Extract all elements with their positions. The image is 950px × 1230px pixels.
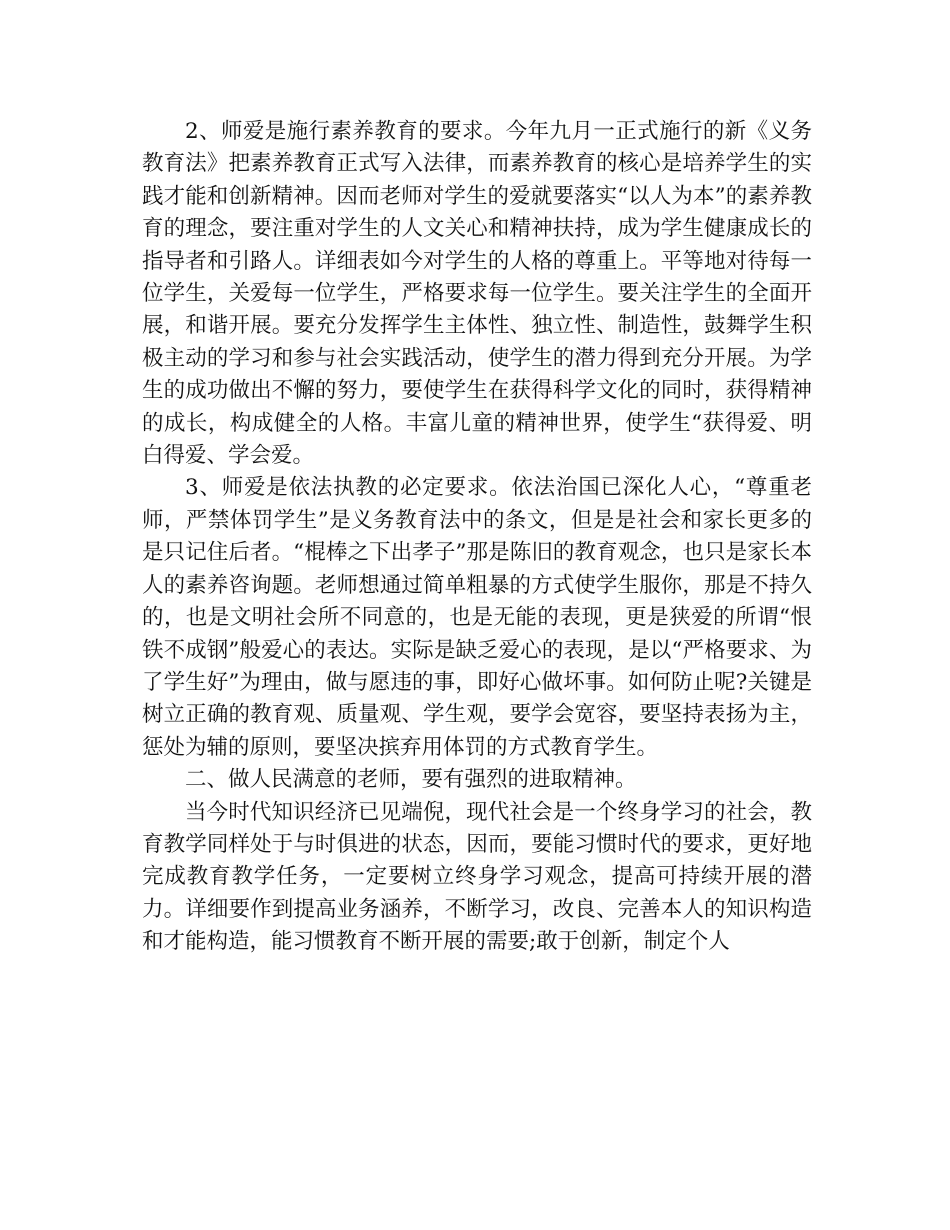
document-page bbox=[142, 116, 812, 959]
section-heading-enterprising-spirit: 二、做人民满意的老师，要有强烈的进取精神。 bbox=[185, 767, 637, 793]
paragraph-lifelong-learning: 当今时代知识经济已见端倪，现代社会是一个终身学习的社会，教育教学同样处于与时俱进的状态，因而，要能习惯时代的要求，更好地完成教育教学任务，一定要树立终身学习观念，提高可持续开展的潜力。详细要作到提高业务涵养，不断学习，改良、完善本人的知识构造和才能构造，能习惯教育不断开展的需要;敢于创新，制定个人 bbox=[142, 799, 812, 955]
paragraph-teacher-love-lawful-teaching: 3、师爱是依法执教的必定要求。依法治国已深化人心，“尊重老师，严禁体罚学生”是义务教育法中的条文，但是是社会和家长更多的是只记住后者。“棍棒之下出孝子”那是陈旧的教育观念，也只是家长本人的素养咨询题。老师想通过简单粗暴的方式使学生服你，那是不持久的，也是文明社会所不同意的，也是无能的表现，更是狭爱的所谓“恨铁不成钢”般爱心的表达。实际是缺乏爱心的表现，是以“严格要求、为了学生好”为理由，做与愿违的事，即好心做坏事。如何防止呢?关键是树立正确的教育观、质量观、学生观，要学会宽容，要坚持表扬为主，惩处为辅的原则，要坚决摈弃用体罚的方式教育学生。 bbox=[142, 475, 812, 760]
paragraph-teacher-love-quality-education: 2、师爱是施行素养教育的要求。今年九月一正式施行的新《义务教育法》把素养教育正式写入法律，而素养教育的核心是培养学生的实践才能和创新精神。因而老师对学生的爱就要落实“以人为本”的素养教育的理念，要注重对学生的人文关心和精神扶持，成为学生健康成长的指导者和引路人。详细表如今对学生的人格的尊重上。平等地对待每一位学生，关爱每一位学生，严格要求每一位学生。要关注学生的全面开展，和谐开展。要充分发挥学生主体性、独立性、制造性，鼓舞学生积极主动的学习和参与社会实践活动，使学生的潜力得到充分开展。为学生的成功做出不懈的努力，要使学生在获得科学文化的同时，获得精神的成长，构成健全的人格。丰富儿童的精神世界，使学生“获得爱、明白得爱、学会爱。 bbox=[142, 119, 812, 469]
